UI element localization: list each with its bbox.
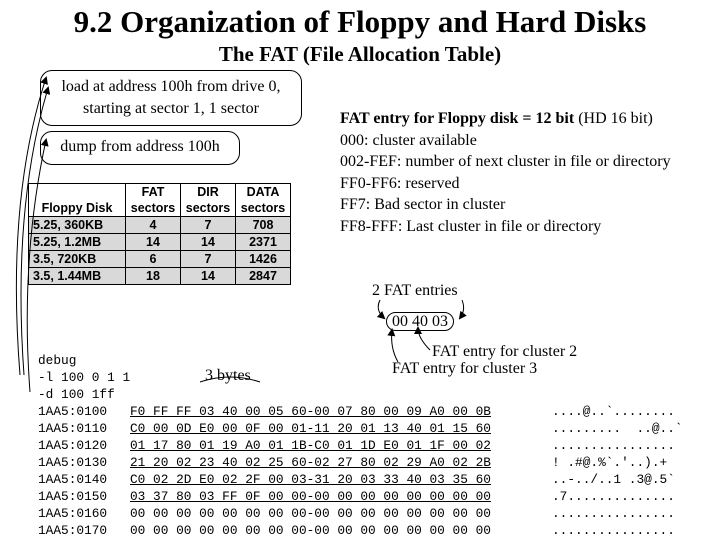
dump-hex: C0 02 2D E0 02 2F 00 03-31 20 03 33 40 03 35 60	[130, 472, 491, 487]
dump-ascii: .7..............	[552, 489, 675, 504]
dump-address: 1AA5:0150	[38, 489, 108, 504]
load-arrow	[16, 78, 46, 375]
fat-entry-line: FF0-FF6: reserved	[340, 174, 460, 192]
cluster3-label: FAT entry for cluster 3	[392, 360, 538, 377]
dump-ascii: ..-../..1 .3@.5`	[552, 472, 675, 487]
fat-entries-arrow	[378, 300, 384, 318]
fat-entry-line: FF7: Bad sector in cluster	[340, 196, 506, 213]
dump-ascii: ................	[552, 506, 675, 521]
fat-entry-line: FF8-FFF: Last cluster in file or directory	[340, 217, 602, 235]
load-command: -l 100 0 1 1	[38, 370, 131, 385]
table-cell: 14	[181, 234, 236, 251]
table-cell: 708	[236, 217, 291, 234]
table-cell: 6	[126, 251, 181, 268]
fat-entry-line: 000: cluster available	[340, 131, 477, 149]
dump-hex: 03 37 80 03 FF 0F 00 00-00 00 00 00 00 00 00 00	[130, 489, 491, 504]
cluster2-label: FAT entry for cluster 2	[432, 343, 578, 360]
cluster2-arrow	[418, 328, 430, 350]
table-header: Floppy Disk	[29, 184, 126, 217]
dump-address: 1AA5:0140	[38, 472, 108, 487]
dump-hex: F0 FF FF 03 40 00 05 60-00 07 80 00 09 A0 00 0B	[130, 404, 491, 419]
dump-address: 1AA5:0160	[38, 506, 108, 521]
dump-address: 1AA5:0100	[38, 404, 108, 419]
dump-hex: 01 17 80 01 19 A0 01 1B-C0 01 1D E0 01 1F 00 02	[130, 438, 491, 453]
table-cell: 14	[181, 268, 236, 285]
table-cell: 2371	[236, 234, 291, 251]
dump-ascii: ....@..`........	[552, 404, 675, 419]
three-bytes-brace	[200, 377, 260, 382]
dump-address: 1AA5:0120	[38, 438, 108, 453]
table-cell: 5.25, 360KB	[29, 217, 126, 234]
fat-entry-line: 002-FEF: number of next cluster in file or directory	[340, 153, 671, 170]
dump-command: -d 100 1ff	[38, 387, 115, 402]
example-bytes: 00 40 03	[386, 313, 454, 331]
dump-ascii: ! .#@.%`.'..).+	[552, 455, 668, 470]
load-callout: load at address 100h from drive 0, starting at sector 1, 1 sector	[40, 70, 302, 126]
page-title: 9.2 Organization of Floppy and Hard Disks	[73, 4, 647, 39]
table-cell: 3.5, 720KB	[29, 251, 126, 268]
dump-ascii: ................	[552, 523, 675, 538]
two-fat-entries-label: 2 FAT entries	[372, 282, 458, 299]
three-bytes-label: 3 bytes	[205, 367, 251, 384]
debug-command: debug	[38, 353, 77, 368]
page-subtitle: The FAT (File Allocation Table)	[218, 42, 502, 66]
table-cell: 7	[181, 217, 236, 234]
table-cell: 18	[126, 268, 181, 285]
dump-address: 1AA5:0110	[38, 421, 108, 436]
table-cell: 14	[126, 234, 181, 251]
table-cell: 3.5, 1.44MB	[29, 268, 126, 285]
dump-ascii: ................	[552, 438, 675, 453]
dump-callout: dump from address 100h	[40, 131, 240, 165]
dump-arrow	[27, 140, 46, 392]
table-header: DATA sectors	[236, 184, 291, 217]
table-header: DIR sectors	[181, 184, 236, 217]
table-cell: 7	[181, 251, 236, 268]
table-cell: 5.25, 1.2MB	[29, 234, 126, 251]
dump-address: 1AA5:0170	[38, 523, 108, 538]
dump-ascii: ......... ..@..`	[552, 421, 683, 436]
table-cell: 1426	[236, 251, 291, 268]
dump-hex: C0 00 0D E0 00 0F 00 01-11 20 01 13 40 01 15 60	[130, 421, 491, 436]
table-header: FAT sectors	[126, 184, 181, 217]
table-cell: 4	[126, 217, 181, 234]
dump-hex: 00 00 00 00 00 00 00 00-00 00 00 00 00 00 00 00	[130, 506, 491, 521]
dump-hex: 00 00 00 00 00 00 00 00-00 00 00 00 00 00 00 00	[130, 523, 491, 538]
fat-entries-arrow	[460, 300, 464, 318]
dump-hex: 21 20 02 23 40 02 25 60-02 27 80 02 29 A0 02 2B	[130, 455, 491, 470]
fat-entry-size-line: FAT entry for Floppy disk = 12 bit (HD 16 bit)	[340, 110, 653, 127]
cluster3-arrow	[392, 330, 398, 362]
dump-address: 1AA5:0130	[38, 455, 108, 470]
table-cell: 2847	[236, 268, 291, 285]
load-arrow	[21, 88, 48, 375]
